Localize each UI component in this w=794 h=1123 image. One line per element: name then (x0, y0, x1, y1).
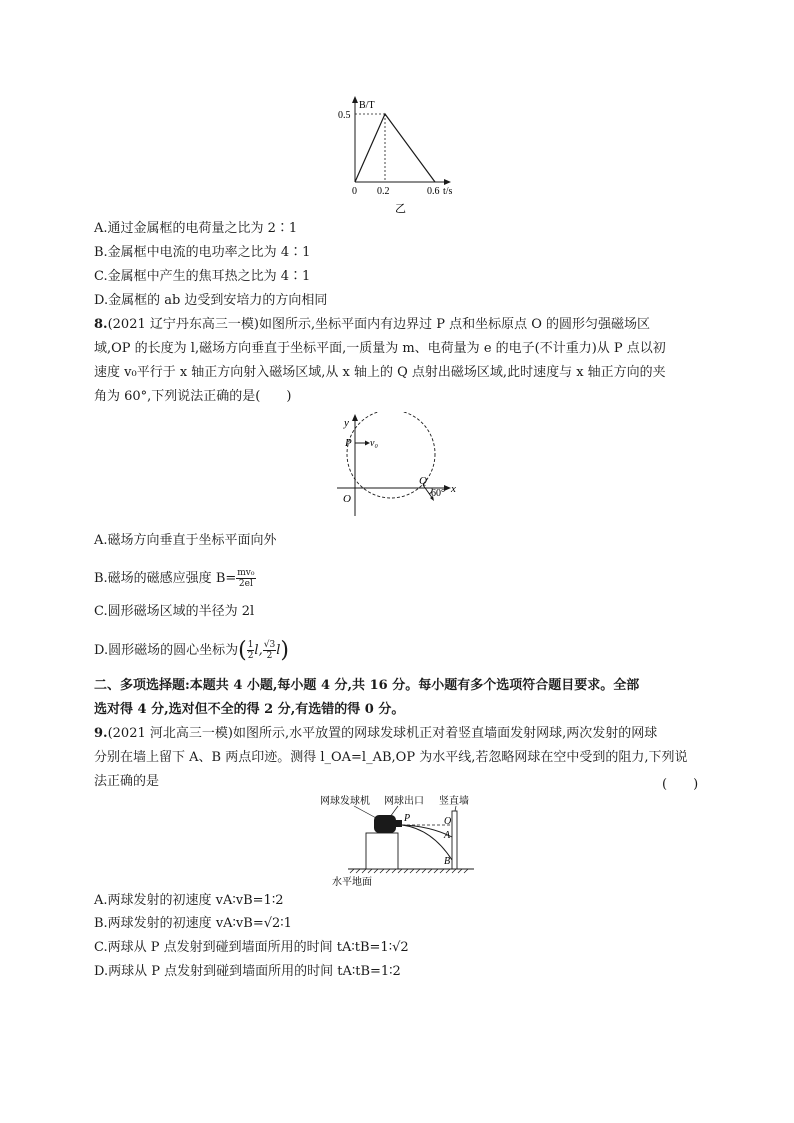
y-tick-label: 0.5 (338, 110, 351, 121)
q9-number: 9. (94, 726, 108, 741)
outlet-label: 网球出口 (384, 796, 424, 807)
q9-option-b: B.两球发射的初速度 vA∶vB=√2∶1 (94, 916, 292, 931)
ground-label: 水平地面 (332, 877, 372, 888)
y-axis-label: y (344, 417, 349, 429)
velocity-label: v₀ (370, 438, 378, 449)
q7-option-b: B.金属框中电流的电功率之比为 4∶1 (94, 245, 311, 260)
q8-stem-line-3: 速度 v₀平行于 x 轴正方向射入磁场区域,从 x 轴上的 Q 点射出磁场区域,此时速度与 x 轴正方向的夹 (94, 365, 666, 380)
q9-stem-text-1: (2021 河北高三一模)如图所示,水平放置的网球发球机正对着竖直墙面发射网球,两次发射的网球 (107, 726, 658, 741)
section2-heading-line-1: 二、多项选择题:本题共 4 小题,每小题 4 分,共 16 分。每小题有多个选项符合题目要求。全部 (94, 678, 640, 693)
x-tick-2: 0.6 (427, 186, 440, 197)
q9-launcher-figure (318, 793, 478, 889)
q8-stem-line-2: 域,OP 的长度为 l,磁场方向垂直于坐标平面,一质量为 m、电荷量为 e 的电子(不计重力)从 P 点以初 (94, 341, 666, 356)
fraction-numerator: 1 (247, 640, 254, 650)
q9-stem-line-1 (94, 725, 657, 742)
q9-option-d: D.两球从 P 点发射到碰到墙面所用的时间 tA∶tB=1∶2 (94, 964, 401, 979)
b-point-label: B (444, 856, 451, 867)
q8-option-d-fraction-2 (263, 640, 276, 661)
figure-caption: 乙 (395, 203, 406, 215)
q8-option-c: C.圆形磁场区域的半径为 2l (94, 604, 255, 619)
q9-stem-line-2: 分别在墙上留下 A、B 两点印迹。测得 l_OA=l_AB,OP 为水平线,若忽略网球在空中受到的阻力,下列说 (94, 750, 688, 765)
y-axis-label: B/T (359, 100, 375, 111)
q8-stem-text-1: (2021 辽宁丹东高三一模)如图所示,坐标平面内有边界过 P 点和坐标原点 O 的圆形匀强磁场区 (107, 317, 651, 332)
q8-stem-line-1 (94, 316, 650, 333)
x-tick-0: 0 (352, 186, 357, 197)
b-t-graph (335, 96, 465, 216)
machine-label: 网球发球机 (320, 796, 370, 807)
angle-label: 60° (431, 488, 445, 499)
q8-option-d: D.圆形磁场的圆心坐标为( $\frac{1}{2}$ l, $\frac{√3}{2}$ l) (94, 638, 289, 663)
o-point-label: O (444, 816, 452, 827)
q8-option-a: A.磁场方向垂直于坐标平面向外 (94, 533, 277, 548)
q9-stem-line-3: 法正确的是 (94, 774, 160, 789)
fraction-denominator: 2el (238, 579, 253, 589)
p-point-label: P (404, 813, 411, 824)
fraction-denominator: 2 (266, 651, 273, 661)
fraction-denominator: 2 (247, 651, 254, 661)
q8-option-b (94, 568, 256, 589)
q9-answer-paren: ( ) (662, 777, 699, 792)
q9-option-a: A.两球发射的初速度 vA∶vB=1∶2 (94, 893, 284, 908)
q8-number: 8. (94, 317, 108, 332)
q8-option-b-fraction (236, 568, 255, 589)
q7-option-a: A.通过金属框的电荷量之比为 2∶1 (94, 221, 298, 236)
q8-option-d-text: D.圆形磁场的圆心坐标为 (94, 643, 239, 658)
q8-option-b-text: B.磁场的磁感应强度 B= (94, 571, 237, 586)
a-point-label: A (444, 830, 451, 841)
q7-option-d: D.金属框的 ab 边受到安培力的方向相同 (94, 293, 328, 308)
fraction-numerator: mv₀ (237, 568, 255, 578)
q8-circle-figure (335, 412, 465, 520)
section2-heading-line-2: 选对得 4 分,选对但不全的得 2 分,有选错的得 0 分。 (94, 702, 405, 717)
x-axis-label: t/s (443, 186, 453, 197)
p-point-label: P (345, 437, 352, 449)
q-point-label: Q (419, 475, 427, 487)
q8-option-d-mid: l, (254, 643, 263, 658)
x-tick-1: 0.2 (377, 186, 390, 197)
q9-option-c: C.两球从 P 点发射到碰到墙面所用的时间 tA∶tB=1∶√2 (94, 940, 409, 955)
x-axis-label: x (451, 483, 456, 495)
fraction-numerator: √3 (263, 640, 276, 650)
q8-option-d-end: l (276, 643, 281, 658)
q8-stem-line-4: 角为 60°,下列说法正确的是( ) (94, 389, 292, 404)
wall-label: 竖直墙 (439, 796, 469, 807)
origin-label: O (343, 493, 351, 505)
q7-option-c: C.金属框中产生的焦耳热之比为 4∶1 (94, 269, 311, 284)
